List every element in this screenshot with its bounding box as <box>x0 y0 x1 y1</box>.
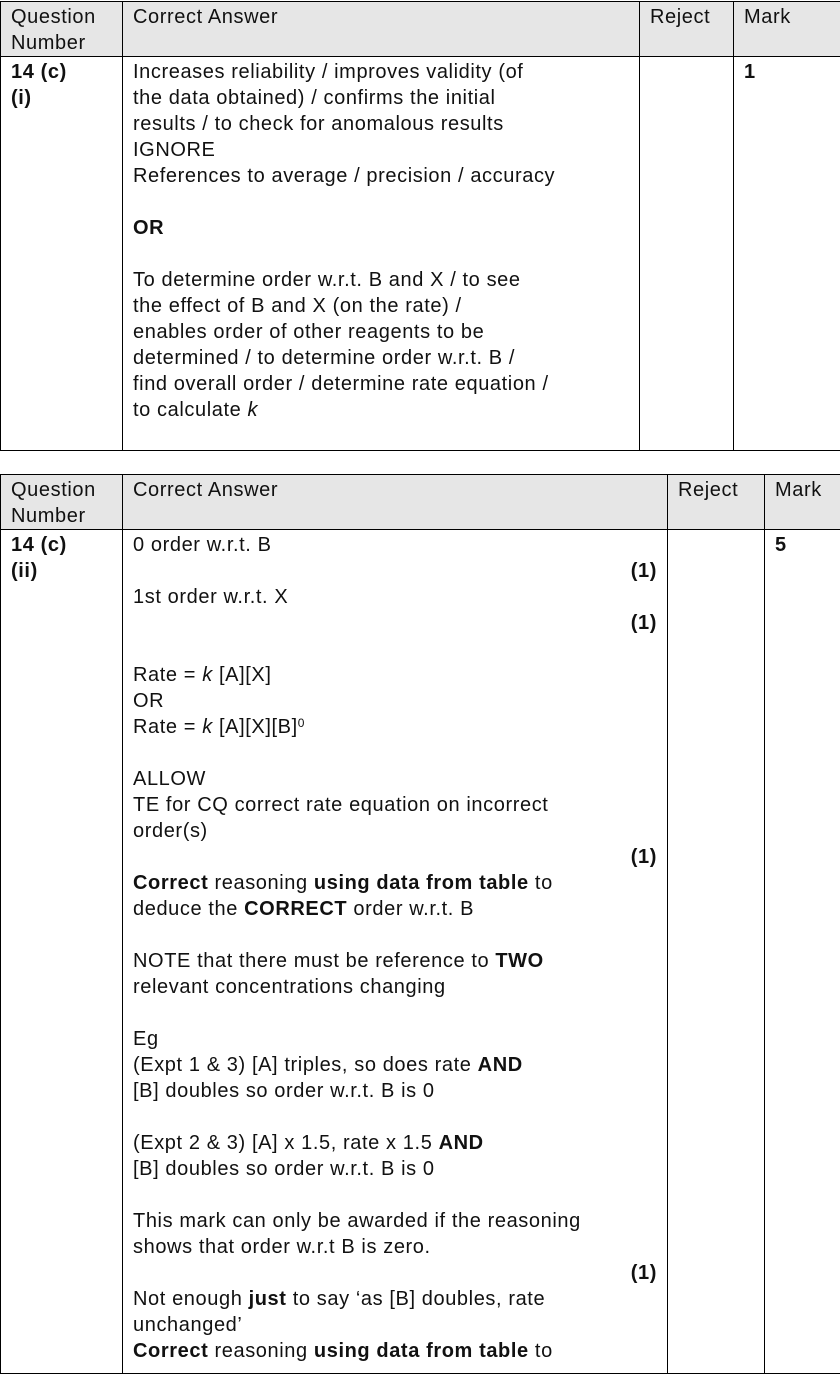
table-header-row <box>1 475 840 530</box>
mark-scheme-table-14cii <box>0 474 840 1374</box>
answer-line: to calculate k <box>133 397 629 423</box>
answer-line: relevant concentrations changing <box>133 974 657 1000</box>
answer-line: TE for CQ correct rate equation on incorrect <box>133 792 657 818</box>
answer-line: NOTE that there must be reference to TWO <box>133 948 657 974</box>
mark-cell <box>765 530 840 1374</box>
rate-equation-alt: Rate = k $[A][X][B]^0$ <box>133 714 657 740</box>
answer-line: Correct reasoning using data from table to <box>133 1338 657 1364</box>
mark-one: (1) <box>133 558 657 584</box>
reject-cell <box>668 530 765 1374</box>
answer-line: order(s) <box>133 818 657 844</box>
answer-line: find overall order / determine rate equation / <box>133 371 629 397</box>
mark-cell <box>734 57 840 451</box>
header-correct-answer: Correct Answer <box>123 475 668 530</box>
table-row <box>1 57 840 451</box>
answer-line: determined / to determine order w.r.t. B / <box>133 345 629 371</box>
answer-line: deduce the CORRECT order w.r.t. B <box>133 896 657 922</box>
answer-line: This mark can only be awarded if the reasoning <box>133 1208 657 1234</box>
reject-cell <box>640 57 734 451</box>
mark-one: (1) <box>133 1260 657 1286</box>
question-number-cell: 14 (c) (ii) <box>1 530 123 1374</box>
answer-line: (Expt 2 & 3) [A] x 1.5, rate x 1.5 AND <box>133 1130 657 1156</box>
rate-equation: Rate = k [A][X] <box>133 662 657 688</box>
answer-line: 1st order w.r.t. X <box>133 584 657 610</box>
answer-line: [B] doubles so order w.r.t. B is 0 <box>133 1078 657 1104</box>
ignore-label: IGNORE <box>133 137 629 163</box>
answer-line: 0 order w.r.t. B <box>133 532 657 558</box>
allow-label: ALLOW <box>133 766 657 792</box>
mark-value: 1 <box>744 59 830 85</box>
mark-one: (1) <box>133 610 657 636</box>
answer-line: [B] doubles so order w.r.t. B is 0 <box>133 1156 657 1182</box>
table-row <box>1 530 840 1374</box>
header-question-number: Question Number <box>1 2 123 57</box>
header-mark: Mark <box>765 475 840 530</box>
answer-line: results / to check for anomalous results <box>133 111 629 137</box>
header-question-number: Question Number <box>1 475 123 530</box>
correct-answer-cell <box>123 57 640 451</box>
answer-line: Increases reliability / improves validity (of <box>133 59 629 85</box>
mark-scheme-table-14ci <box>0 1 840 451</box>
table-header-row <box>1 2 840 57</box>
mark-one: (1) <box>133 844 657 870</box>
answer-line: the data obtained) / confirms the initial <box>133 85 629 111</box>
answer-line: References to average / precision / accuracy <box>133 163 629 189</box>
answer-line: enables order of other reagents to be <box>133 319 629 345</box>
answer-line: unchanged’ <box>133 1312 657 1338</box>
eg-label: Eg <box>133 1026 657 1052</box>
correct-answer-cell <box>123 530 668 1374</box>
header-reject: Reject <box>668 475 765 530</box>
header-mark: Mark <box>734 2 840 57</box>
or-label: OR <box>133 688 657 714</box>
answer-line: the effect of B and X (on the rate) / <box>133 293 629 319</box>
question-number-cell: 14 (c) (i) <box>1 57 123 451</box>
answer-line: Correct reasoning using data from table to <box>133 870 657 896</box>
answer-line: To determine order w.r.t. B and X / to see <box>133 267 629 293</box>
answer-line: Not enough just to say ‘as [B] doubles, rate <box>133 1286 657 1312</box>
or-label: OR <box>133 215 629 241</box>
header-correct-answer: Correct Answer <box>123 2 640 57</box>
header-reject: Reject <box>640 2 734 57</box>
answer-line: shows that order w.r.t B is zero. <box>133 1234 657 1260</box>
mark-value: 5 <box>775 532 830 558</box>
answer-line: (Expt 1 & 3) [A] triples, so does rate AND <box>133 1052 657 1078</box>
